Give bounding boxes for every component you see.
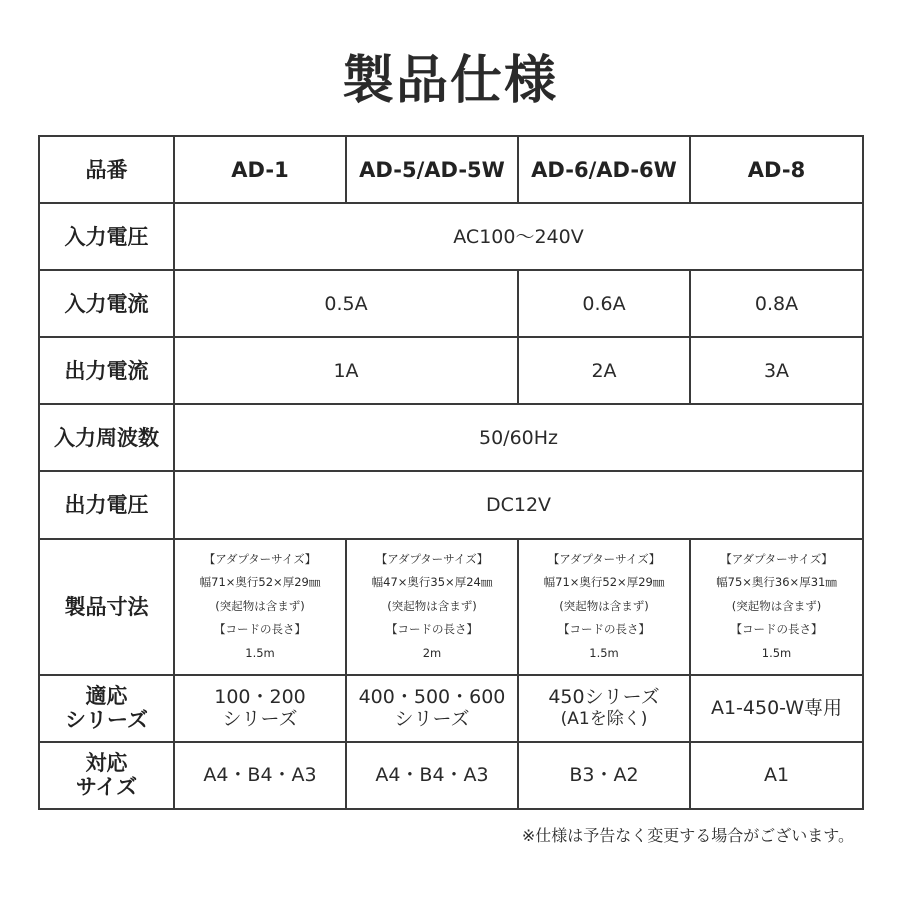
- series-line2: シリーズ: [394, 708, 470, 731]
- adapter-size-label: 【アダプターサイズ】: [547, 551, 661, 566]
- series-line1: A1-450-W専用: [710, 697, 843, 720]
- output-current-ad1-ad5: 1A: [174, 337, 518, 404]
- adapter-size-note: (突起物は含まず): [559, 598, 649, 613]
- page-title: 製品仕様: [341, 51, 558, 111]
- adapter-size-value: 幅47×奥行35×厚24㎜: [371, 575, 493, 590]
- adapter-size-note: (突起物は含まず): [731, 598, 822, 613]
- header-ad-1: AD-1: [174, 136, 346, 203]
- cord-length-label: 【コードの長さ】: [386, 622, 478, 637]
- output-voltage-label: 出力電圧: [39, 471, 174, 538]
- adapter-size-value: 幅71×奥行52×厚29㎜: [543, 575, 665, 590]
- dimensions-ad-6: [518, 539, 690, 675]
- adapter-size-label: 【アダプターサイズ】: [203, 551, 317, 566]
- series-line2: (A1を除く): [560, 709, 648, 730]
- output-voltage-value: DC12V: [174, 471, 863, 538]
- frequency-value: 50/60Hz: [174, 404, 863, 471]
- series-ad-8: [690, 675, 863, 742]
- row-output-voltage: [39, 471, 863, 538]
- series-label: [39, 675, 174, 742]
- input-current-label: 入力電流: [39, 270, 174, 337]
- dimensions-label: 製品寸法: [39, 539, 174, 675]
- adapter-size-value: 幅71×奥行52×厚29㎜: [199, 575, 321, 590]
- cord-length-value: 1.5m: [761, 645, 792, 660]
- paper-size-ad-8: A1: [690, 742, 863, 809]
- output-current-ad8: 3A: [690, 337, 863, 404]
- paper-size-ad-1: A4・B4・A3: [174, 742, 346, 809]
- paper-size-ad-5: A4・B4・A3: [346, 742, 518, 809]
- adapter-size-value: 幅75×奥行36×厚31㎜: [716, 575, 837, 590]
- series-ad-6: [518, 675, 690, 742]
- cord-length-value: 1.5m: [589, 645, 619, 660]
- adapter-size-label: 【アダプターサイズ】: [375, 551, 489, 566]
- output-current-label: 出力電流: [39, 337, 174, 404]
- series-ad-1: [174, 675, 346, 742]
- row-output-current: [39, 337, 863, 404]
- adapter-size-note: (突起物は含まず): [215, 598, 305, 613]
- input-voltage-label: 入力電圧: [39, 203, 174, 270]
- adapter-size-note: (突起物は含まず): [387, 598, 477, 613]
- input-voltage-value: AC100〜240V: [174, 203, 863, 270]
- paper-size-label: [39, 742, 174, 809]
- cord-length-value: 2m: [422, 645, 442, 660]
- header-model-label: 品番: [39, 136, 174, 203]
- row-series: [39, 675, 863, 742]
- series-line1: 400・500・600: [358, 686, 506, 709]
- cord-length-label: 【コードの長さ】: [730, 622, 823, 637]
- paper-size-label-line2: サイズ: [75, 775, 138, 800]
- header-ad-5: AD-5/AD-5W: [346, 136, 518, 203]
- row-paper-size: [39, 742, 863, 809]
- series-line1: 450シリーズ: [548, 686, 660, 709]
- paper-size-label-line1: 対応: [85, 751, 128, 776]
- series-line2: シリーズ: [222, 708, 298, 731]
- header-row: [39, 136, 863, 203]
- row-frequency: [39, 404, 863, 471]
- row-dimensions: [39, 539, 863, 675]
- footnote: ※仕様は予告なく変更する場合がございます。: [521, 826, 854, 845]
- input-current-ad6: 0.6A: [518, 270, 690, 337]
- series-label-line2: シリーズ: [65, 708, 148, 733]
- series-ad-5: [346, 675, 518, 742]
- adapter-size-label: 【アダプターサイズ】: [720, 551, 833, 566]
- series-label-line1: 適応: [85, 684, 128, 709]
- input-current-ad1-ad5: 0.5A: [174, 270, 518, 337]
- dimensions-ad-1: [174, 539, 346, 675]
- row-input-voltage: [39, 203, 863, 270]
- cord-length-value: 1.5m: [245, 645, 275, 660]
- cord-length-label: 【コードの長さ】: [214, 622, 306, 637]
- row-input-current: [39, 270, 863, 337]
- series-line1: 100・200: [214, 686, 306, 709]
- frequency-label: 入力周波数: [39, 404, 174, 471]
- dimensions-ad-5: [346, 539, 518, 675]
- header-ad-6: AD-6/AD-6W: [518, 136, 690, 203]
- header-ad-8: AD-8: [690, 136, 863, 203]
- output-current-ad6: 2A: [518, 337, 690, 404]
- paper-size-ad-6: B3・A2: [518, 742, 690, 809]
- cord-length-label: 【コードの長さ】: [558, 622, 650, 637]
- dimensions-ad-8: [690, 539, 863, 675]
- spec-table: [38, 135, 864, 810]
- input-current-ad8: 0.8A: [690, 270, 863, 337]
